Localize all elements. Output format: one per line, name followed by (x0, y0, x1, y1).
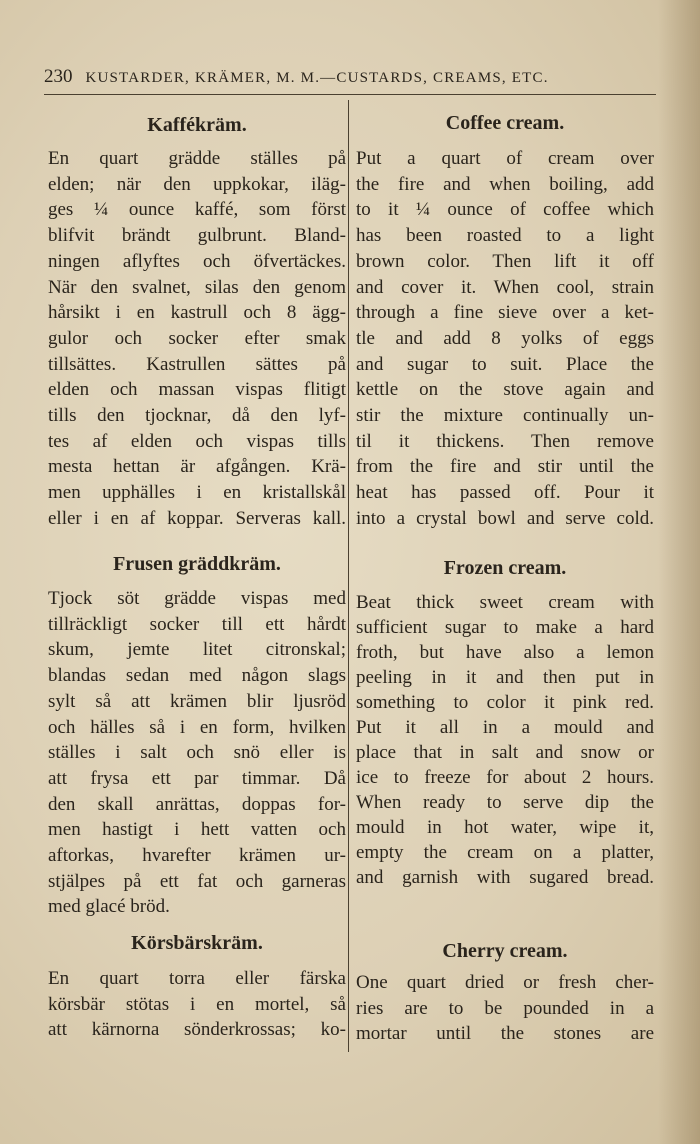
text-line: med glacé bröd. (48, 896, 170, 918)
text-line: ice to freeze for about 2 hours. (356, 767, 654, 788)
text-line: ries are to be pounded in a (356, 997, 654, 1019)
text-line: ningen aflyftes och öfvertäckes. (48, 250, 346, 272)
text-line: empty the cream on a platter, (356, 842, 654, 863)
section-heading-frusen-graddkram: Frusen gräddkräm. (113, 553, 281, 575)
text-line: tills den tjocknar, då den lyf- (48, 405, 346, 427)
text-line: til it thickens. Then remove (356, 430, 654, 452)
text-line: elden och massan vispas flitigt (48, 379, 346, 401)
text-line: men upphälles i en kristallskål (48, 482, 346, 504)
header-rule (44, 94, 656, 95)
text-line: Beat thick sweet cream with (356, 592, 654, 613)
text-line: kettle on the stove again and (356, 379, 654, 401)
text-line: elden; när den uppkokar, iläg- (48, 173, 346, 195)
section-heading-korsbarskram: Körsbärskräm. (131, 932, 263, 954)
text-line: ställes i salt och snö eller is (48, 742, 346, 764)
text-line: eller i en af koppar. Serveras kall. (48, 507, 346, 529)
text-line: peeling in it and then put in (356, 667, 654, 688)
text-line: through a fine sieve over a ket- (356, 302, 654, 324)
section-body-coffee-cream (356, 146, 654, 532)
text-line: tes af elden och vispas tills (48, 430, 346, 452)
text-line: and sugar to suit. Place the (356, 353, 654, 375)
text-line: and cover it. When cool, strain (356, 276, 654, 298)
text-line: skum, jemte litet citronskal; (48, 639, 346, 661)
text-line: sylt så att krämen blir ljusröd (48, 690, 346, 712)
text-line: froth, but have also a lemon (356, 642, 654, 663)
text-line: gulor och socker efter smak (48, 327, 346, 349)
text-line: den skall anrättas, doppas for- (48, 793, 346, 815)
text-line: mesta hettan är afgången. Krä- (48, 456, 346, 478)
text-line: att frysa ett par timmar. Då (48, 767, 346, 789)
text-line: heat has passed off. Pour it (356, 482, 654, 504)
running-header (44, 66, 656, 88)
text-line: something to color it pink red. (356, 692, 654, 713)
text-line: and garnish with sugared bread. (356, 867, 654, 888)
text-line: to it ¼ ounce of coffee which (356, 199, 654, 221)
text-line: Tjock söt grädde vispas med (48, 588, 346, 609)
text-line: into a crystal bowl and serve cold. (356, 507, 654, 529)
text-line: sufficient sugar to make a hard (356, 617, 654, 638)
text-line: tillräckligt socker till ett hårdt (48, 613, 346, 635)
text-line: stjälpes på ett fat och garneras (48, 870, 346, 892)
page-edge-shadow (658, 0, 700, 1144)
section-body-kaffekram (48, 146, 346, 532)
text-line: blandas sedan med någon slags (48, 665, 346, 687)
text-line: When ready to serve dip the (356, 792, 654, 813)
text-line: the fire and when boiling, add (356, 173, 654, 195)
text-line: blifvit brändt gulbrunt. Bland- (48, 225, 346, 247)
text-line: När den svalnet, silas den genom (48, 276, 346, 298)
section-heading-cherry-cream: Cherry cream. (442, 940, 568, 962)
text-line: körsbär stötas i en mortel, så (48, 993, 346, 1015)
text-line: och hälles så i en form, hvilken (48, 716, 346, 738)
page-number: 230 (44, 66, 73, 87)
text-line: ges ¼ ounce kaffé, som först (48, 199, 346, 221)
text-line: from the fire and stir until the (356, 456, 654, 478)
section-body-cherry-cream (356, 970, 654, 1047)
running-title: KUSTARDER, KRÄMER, M. M.—CUSTARDS, CREAMS, ETC. (85, 70, 549, 86)
text-line: En quart torra eller färska (48, 968, 346, 989)
text-line: brown color. Then lift it off (356, 250, 654, 272)
text-line: stir the mixture continually un- (356, 405, 654, 427)
section-heading-frozen-cream: Frozen cream. (443, 557, 567, 579)
text-line: Put a quart of cream over (356, 148, 654, 169)
section-heading-kaffekram: Kaffékräm. (147, 114, 247, 136)
text-line: has been roasted to a light (356, 225, 654, 247)
text-line: place that in salt and snow or (356, 742, 654, 763)
text-line: mould in hot water, wipe it, (356, 817, 654, 838)
text-line: hårsikt i en kastrull och 8 ägg- (48, 302, 346, 324)
text-line: mortar until the stones are (356, 1023, 654, 1045)
text-line: En quart grädde ställes på (48, 148, 346, 169)
section-body-korsbarskram (48, 966, 346, 1043)
column-divider (348, 100, 349, 1052)
text-line: tle and add 8 yolks of eggs (356, 327, 654, 349)
text-line: aftorkas, hvarefter krämen ur- (48, 845, 346, 867)
text-line: men hastigt i hett vatten och (48, 819, 346, 841)
text-line: att kärnorna sönderkrossas; ko- (48, 1019, 346, 1041)
section-body-frusen-graddkram (48, 586, 346, 920)
text-line: tillsättes. Kastrullen sättes på (48, 353, 346, 375)
text-line: Put it all in a mould and (356, 717, 654, 738)
section-heading-coffee-cream: Coffee cream. (445, 112, 565, 134)
section-body-frozen-cream (356, 590, 654, 890)
text-line: One quart dried or fresh cher- (356, 972, 654, 993)
